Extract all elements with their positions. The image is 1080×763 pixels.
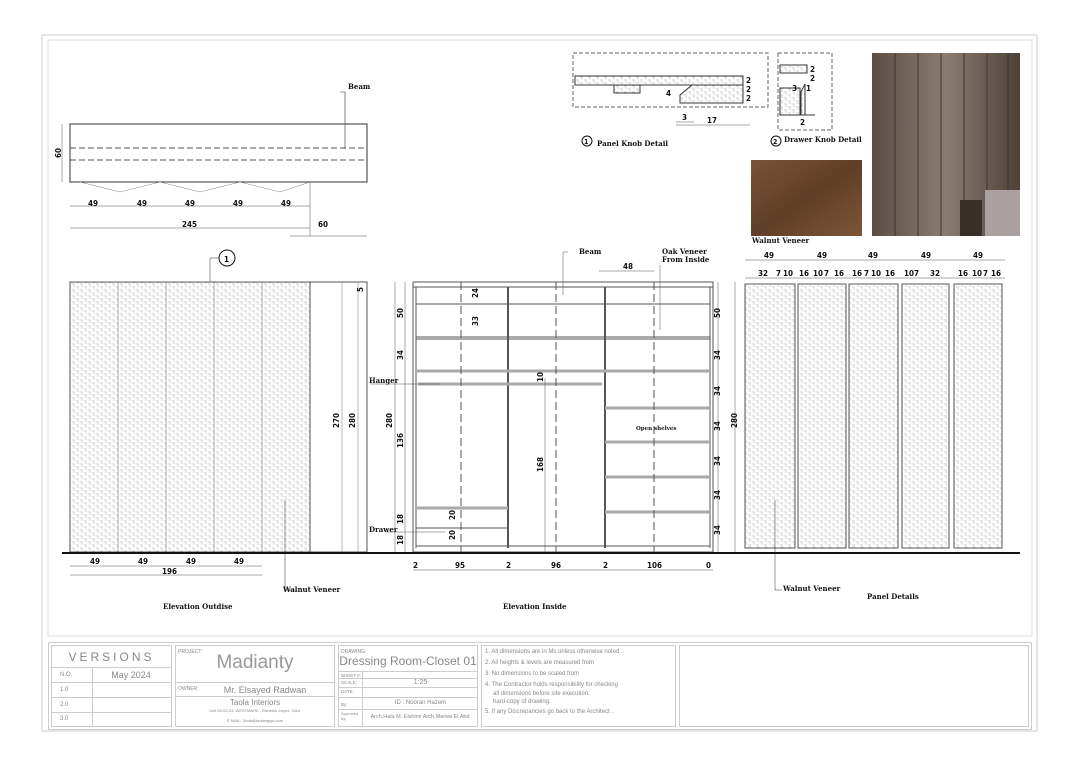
beam-label: Beam bbox=[579, 247, 602, 256]
dim: 50 bbox=[396, 307, 405, 318]
dim: 245 bbox=[182, 220, 198, 229]
note: 1. All dimensions are in Ms unless otherwise noted . bbox=[485, 649, 623, 655]
version-no: 3.0 bbox=[60, 716, 69, 722]
dim: 34 bbox=[713, 349, 722, 360]
dim: 2 bbox=[810, 65, 816, 74]
by-label: By: bbox=[341, 702, 348, 707]
dim: 24 bbox=[471, 287, 480, 298]
company-name: Taola Interiors bbox=[229, 698, 281, 707]
version-no: 1.0 bbox=[60, 687, 69, 693]
dim: 34 bbox=[713, 489, 722, 500]
blank-section bbox=[679, 645, 1029, 727]
versions-table bbox=[51, 645, 172, 727]
callout-number: 1 bbox=[224, 255, 230, 264]
elevation-inside bbox=[370, 252, 735, 570]
panel-details bbox=[745, 260, 1005, 590]
dim: 60 bbox=[54, 147, 63, 158]
note: 4. The Contractor holds responsibility for checking bbox=[485, 682, 618, 688]
dim: 2 bbox=[506, 561, 512, 570]
dim: 280 bbox=[348, 412, 357, 428]
project-section bbox=[175, 645, 335, 727]
dim: 7 bbox=[983, 269, 989, 278]
dim: 7 bbox=[864, 269, 870, 278]
dim: 2 bbox=[810, 74, 816, 83]
drawer-knob-detail bbox=[771, 53, 832, 146]
dim: 5 bbox=[356, 286, 365, 292]
note: all dimensions before site execution. bbox=[493, 691, 590, 697]
dim: 2 bbox=[746, 94, 752, 103]
versions-title: VERSIONS bbox=[68, 650, 155, 664]
dim: 32 bbox=[758, 269, 769, 278]
dim: 168 bbox=[536, 456, 545, 472]
dim: 34 bbox=[713, 455, 722, 466]
scale-label: SCALE: bbox=[341, 680, 358, 685]
dim: 49 bbox=[137, 199, 148, 208]
note: 2. All heights & levels are measured from bbox=[485, 660, 595, 666]
dim: 49 bbox=[88, 199, 99, 208]
note: 3. No dimensions to be scaled from bbox=[485, 671, 580, 677]
project-name: Madianty bbox=[216, 652, 294, 673]
panel-details-title: Panel Details bbox=[867, 592, 919, 601]
dim: 49 bbox=[921, 251, 932, 260]
elevation-outside-title: Elevation Outdise bbox=[163, 602, 233, 611]
detail-number: 2 bbox=[773, 138, 778, 146]
dim: 106 bbox=[647, 561, 663, 570]
dim: 2 bbox=[603, 561, 609, 570]
note: 5. If any Discrepancies go back to the Architect . bbox=[485, 709, 614, 715]
dim: 196 bbox=[162, 567, 178, 576]
drawer-knob-detail-title: Drawer Knob Detail bbox=[784, 135, 862, 144]
veneer-label: Walnut Veneer bbox=[783, 584, 841, 593]
dim: 32 bbox=[930, 269, 941, 278]
dim: 10 bbox=[904, 269, 915, 278]
approved-label: Approved by: bbox=[341, 711, 359, 721]
dim: 49 bbox=[185, 199, 196, 208]
dim: 280 bbox=[385, 412, 394, 428]
dim: 49 bbox=[764, 251, 775, 260]
dim: 20 bbox=[448, 509, 457, 520]
version-no: N.O. bbox=[60, 672, 73, 678]
beam-section bbox=[62, 92, 367, 236]
drawing-label: DRAWING: bbox=[341, 649, 367, 655]
dim: 34 bbox=[396, 349, 405, 360]
company-email: E-MAIL: Taola@taolaegypt.com bbox=[226, 718, 284, 723]
walnut-swatch bbox=[751, 160, 862, 236]
dim: 34 bbox=[713, 524, 722, 535]
dim: 16 bbox=[799, 269, 810, 278]
drawing-title: Dressing Room-Closet 01 bbox=[339, 654, 477, 668]
scale-value: 1:25 bbox=[413, 679, 428, 686]
dim: 7 bbox=[776, 269, 782, 278]
dim: 2 bbox=[413, 561, 419, 570]
owner-name: Mr. Elsayed Radwan bbox=[223, 685, 307, 695]
dim: 7 bbox=[824, 269, 830, 278]
dim: 60 bbox=[318, 220, 329, 229]
dim: 20 bbox=[448, 529, 457, 540]
dim: 50 bbox=[713, 307, 722, 318]
dim: 4 bbox=[666, 89, 672, 98]
dim: 3 bbox=[792, 84, 798, 93]
swatch-label: Walnut Veneer bbox=[752, 236, 810, 245]
dim: 16 bbox=[834, 269, 845, 278]
dim: 16 bbox=[885, 269, 896, 278]
dim: 7 bbox=[914, 269, 920, 278]
dim: 10 bbox=[871, 269, 882, 278]
approvers: Arch.Hala M. Elshimi Arch.Marwa El Abd bbox=[370, 714, 470, 720]
dim: 49 bbox=[90, 557, 101, 566]
dim: 49 bbox=[817, 251, 828, 260]
owner-label: OWNER: bbox=[178, 686, 199, 692]
elevation-inside-title: Elevation Inside bbox=[503, 602, 567, 611]
dim: 10 bbox=[783, 269, 794, 278]
dim: 2 bbox=[800, 118, 806, 127]
project-label: PROJECT: bbox=[178, 649, 203, 655]
dim: 16 bbox=[991, 269, 1002, 278]
panel-sub-dims bbox=[758, 269, 1001, 278]
dim: 95 bbox=[455, 561, 466, 570]
dim: 10 bbox=[813, 269, 824, 278]
designer-name: ID : Nooran Hazem bbox=[394, 700, 447, 706]
dim: 34 bbox=[713, 385, 722, 396]
dim: 33 bbox=[471, 315, 480, 326]
dim: 18 bbox=[396, 513, 405, 524]
beam-label: Beam bbox=[348, 82, 371, 91]
panel-knob-detail bbox=[573, 53, 768, 146]
dim: 2 bbox=[746, 85, 752, 94]
dim: 1 bbox=[806, 84, 812, 93]
dim: 16 bbox=[852, 269, 863, 278]
reference-photo bbox=[872, 53, 1020, 236]
detail-number: 1 bbox=[584, 138, 589, 146]
version-date: May 2024 bbox=[111, 670, 151, 680]
dim: 10 bbox=[972, 269, 983, 278]
general-notes bbox=[481, 645, 676, 727]
dim: 49 bbox=[233, 199, 244, 208]
dim: 280 bbox=[730, 412, 739, 428]
veneer-label: Walnut Veneer bbox=[283, 585, 341, 594]
dim: 49 bbox=[868, 251, 879, 260]
oak-veneer-label: Oak Veneer bbox=[662, 247, 707, 256]
panel-knob-detail-title: Panel Knob Detail bbox=[597, 139, 669, 148]
version-no: 2.0 bbox=[60, 702, 69, 708]
dim: 136 bbox=[396, 432, 405, 448]
dim: 270 bbox=[332, 412, 341, 428]
oak-veneer-label: From Inside bbox=[662, 255, 710, 264]
note: hard-copy of drawing. bbox=[493, 699, 551, 705]
sheet-label: SHEET #: bbox=[341, 673, 361, 678]
dim: 2 bbox=[746, 76, 752, 85]
drawing-info bbox=[338, 645, 478, 727]
dim: 18 bbox=[396, 534, 405, 545]
dim: 49 bbox=[186, 557, 197, 566]
dim: 49 bbox=[234, 557, 245, 566]
dim: 10 bbox=[536, 371, 545, 382]
dim: 34 bbox=[713, 420, 722, 431]
open-shelves-label: Open shelves bbox=[636, 426, 677, 432]
date-label: DATE: bbox=[341, 689, 354, 694]
dim: 17 bbox=[707, 116, 718, 125]
dim: 49 bbox=[138, 557, 149, 566]
dim: 48 bbox=[623, 262, 634, 271]
dim: 49 bbox=[973, 251, 984, 260]
company-address: Unit 83-02-03, WESTMARK , Elsheikh Zayed, Giza. bbox=[209, 708, 301, 713]
drawer-label: Drawer bbox=[369, 525, 398, 534]
dim: 0 bbox=[706, 561, 712, 570]
dim: 3 bbox=[682, 113, 688, 122]
dim: 16 bbox=[958, 269, 969, 278]
hanger-label: Hanger bbox=[369, 376, 399, 385]
elevation-outside bbox=[70, 250, 367, 590]
dim: 49 bbox=[281, 199, 292, 208]
dim: 96 bbox=[551, 561, 562, 570]
